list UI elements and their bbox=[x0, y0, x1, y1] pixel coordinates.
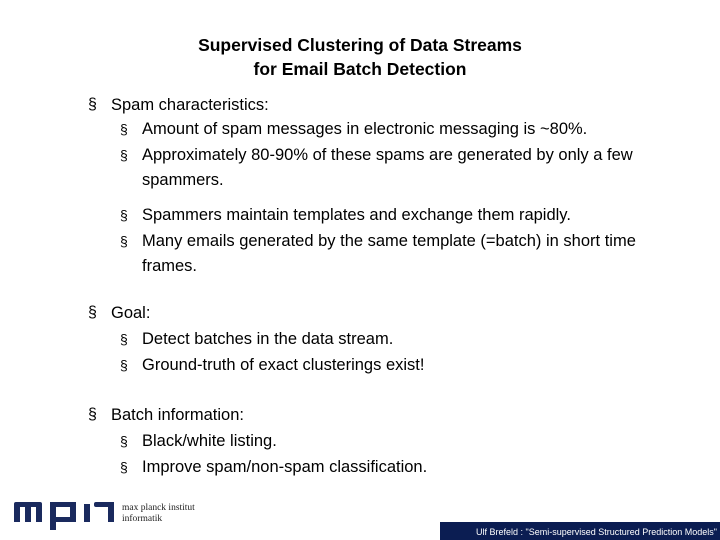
list-item: Black/white listing. bbox=[142, 432, 277, 450]
title-line-2: for Email Batch Detection bbox=[253, 59, 467, 79]
bullet-icon: § bbox=[120, 433, 128, 449]
footer-citation: Ulf Brefeld : "Semi-supervised Structured Prediction Models" bbox=[476, 527, 717, 537]
list-item: Amount of spam messages in electronic messaging is ~80%. bbox=[142, 120, 588, 138]
bullet-icon: § bbox=[120, 331, 128, 347]
logo-wordmark bbox=[122, 503, 195, 525]
bullet-icon: § bbox=[88, 406, 97, 423]
section-heading: Batch information: bbox=[111, 406, 244, 424]
bullet-icon: § bbox=[88, 96, 97, 113]
section-heading: Spam characteristics: bbox=[111, 96, 269, 114]
list-item: Approximately 80-90% of these spams are generated by only a few spammers. bbox=[142, 146, 633, 189]
logo-line-2: informatik bbox=[122, 514, 163, 524]
bullet-icon: § bbox=[120, 233, 128, 249]
bullet-icon: § bbox=[88, 304, 97, 321]
bullet-icon: § bbox=[120, 459, 128, 475]
bullet-icon: § bbox=[120, 357, 128, 373]
section-heading: Goal: bbox=[111, 304, 151, 322]
bullet-icon: § bbox=[120, 121, 128, 137]
list-item: Ground-truth of exact clusterings exist! bbox=[142, 356, 425, 374]
title-line-1: Supervised Clustering of Data Streams bbox=[198, 35, 522, 55]
list-item: Detect batches in the data stream. bbox=[142, 330, 394, 348]
slide-title bbox=[0, 33, 720, 81]
list-item: Many emails generated by the same template (=batch) in short time frames. bbox=[142, 232, 636, 275]
bullet-icon: § bbox=[120, 147, 128, 163]
bullet-icon: § bbox=[120, 207, 128, 223]
list-item: Improve spam/non-spam classification. bbox=[142, 458, 428, 476]
list-item: Spammers maintain templates and exchange them rapidly. bbox=[142, 206, 571, 224]
logo-line-1: max planck institut bbox=[122, 503, 195, 513]
